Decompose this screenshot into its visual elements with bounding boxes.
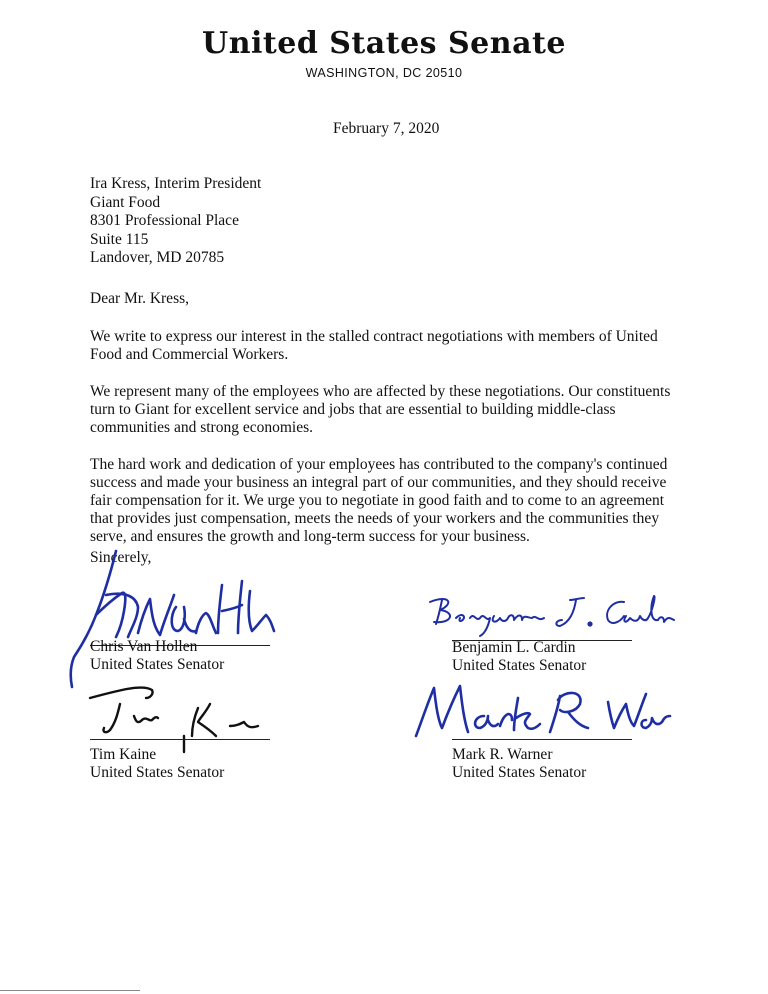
signer-title: United States Senator: [90, 764, 225, 781]
body-paragraph: We represent many of the employees who are affected by these negotiations. Our constituents turn to Giant for excellent service and jobs that are essential to building middle-class communities and strong economies.: [90, 383, 671, 436]
recipient-line: Ira Kress, Interim President: [90, 175, 262, 192]
signer-name: Benjamin L. Cardin: [452, 639, 576, 656]
signature-kaine: [80, 676, 280, 756]
recipient-line: Suite 115: [90, 230, 149, 248]
signature-line: [90, 739, 270, 740]
page-edge-rule: [0, 990, 140, 991]
letterhead-title: United States Senate: [202, 26, 566, 61]
signer-name: Mark R. Warner: [452, 746, 553, 763]
signature-line: [452, 739, 632, 740]
body-paragraph: The hard work and dedication of your employees has contributed to the company's continued success and made your business an integral part of our communities, and they should receive fair compensation for it. We urge you to negotiate in good faith and to come to an agreement that provides just compensation, meets the needs of your workers and the communities they serve, and ensures the growth and long-term success for your business.: [90, 456, 668, 545]
closing: Sincerely,: [90, 549, 152, 566]
recipient-address: [90, 175, 261, 268]
signer-name: Chris Van Hollen: [90, 638, 198, 655]
recipient-line: Giant Food: [90, 193, 161, 211]
letter-date: February 7, 2020: [333, 120, 440, 137]
letterhead-address: WASHINGTON, DC 20510: [305, 66, 463, 80]
signature-cardin: [420, 592, 680, 642]
body-paragraph: We write to express our interest in the stalled contract negotiations with members of United Food and Commercial Workers.: [90, 328, 658, 363]
signer-title: United States Senator: [452, 764, 587, 781]
recipient-line: Landover, MD 20785: [90, 249, 225, 267]
signer-title: United States Senator: [90, 656, 225, 673]
signer-name: Tim Kaine: [90, 746, 157, 763]
salutation: Dear Mr. Kress,: [90, 290, 190, 307]
recipient-line: 8301 Professional Place: [90, 212, 239, 230]
signer-title: United States Senator: [452, 657, 587, 674]
